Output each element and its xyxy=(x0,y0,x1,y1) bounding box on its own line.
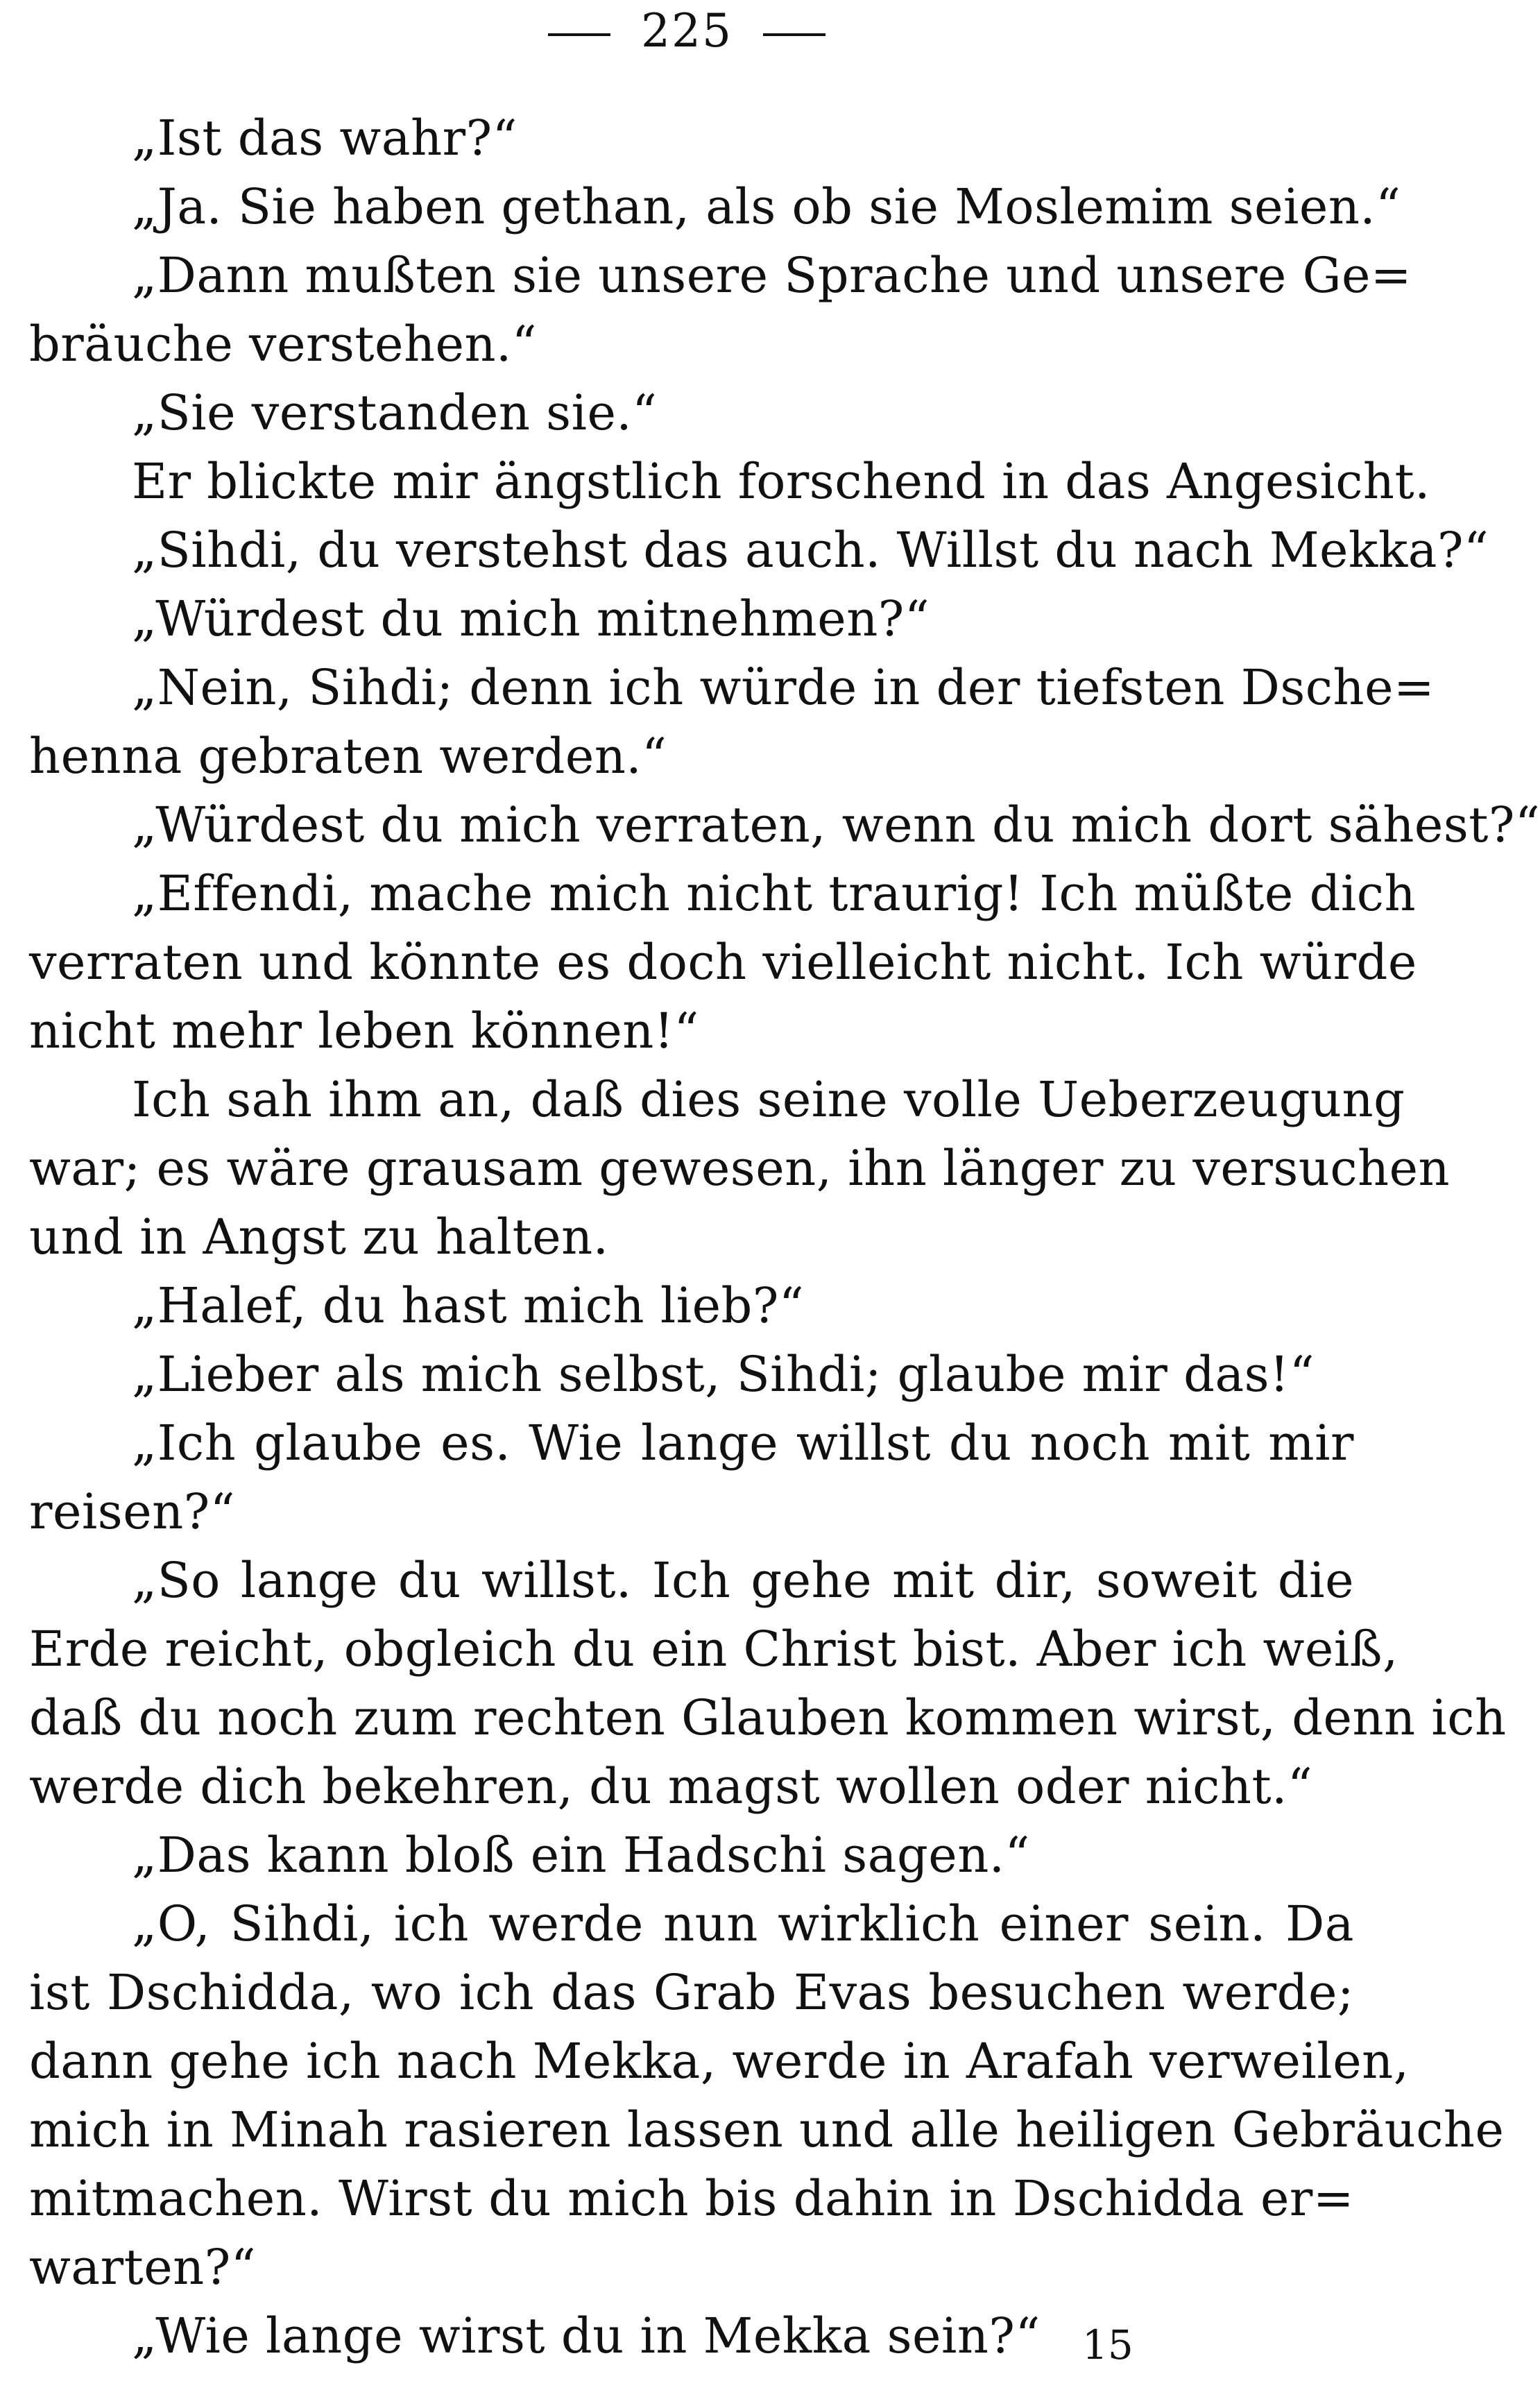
text-line: „Ja. Sie haben gethan, als ob sie Moslemim seien.“ xyxy=(132,178,1401,235)
text-line: warten?“ xyxy=(29,2239,257,2296)
text-line: verraten und könnte es doch vielleicht nicht. Ich würde xyxy=(29,934,1417,991)
text-line: reisen?“ xyxy=(29,1483,236,1540)
text-line: „So lange du willst. Ich gehe mit dir, soweit die xyxy=(132,1552,1354,1609)
text-line: nicht mehr leben können!“ xyxy=(29,1002,699,1059)
text-line: „Sihdi, du verstehst das auch. Willst du nach Mekka?“ xyxy=(132,522,1489,579)
text-line: daß du noch zum rechten Glauben kommen wirst, denn ich xyxy=(29,1689,1507,1746)
text-line: „Wie lange wirst du in Mekka sein?“ xyxy=(132,2307,1041,2364)
text-line: werde dich bekehren, du magst wollen oder nicht.“ xyxy=(29,1758,1313,1815)
body-text xyxy=(29,104,1540,2371)
page-number: 225 xyxy=(641,4,733,58)
text-line: „Dann mußten sie unsere Sprache und unsere Ge= xyxy=(132,247,1412,304)
text-line: „Ist das wahr?“ xyxy=(132,110,517,167)
text-line: „Würdest du mich verraten, wenn du mich dort sähest?“ xyxy=(132,796,1540,853)
text-line: „Lieber als mich selbst, Sihdi; glaube mir das!“ xyxy=(132,1346,1315,1403)
text-line: „Effendi, mache mich nicht traurig! Ich müßte dich xyxy=(132,865,1417,922)
header-dash-left xyxy=(548,33,610,36)
text-line: mich in Minah rasieren lassen und alle heiligen Gebräuche xyxy=(29,2101,1505,2158)
text-line: und in Angst zu halten. xyxy=(29,1209,609,1265)
text-line: „Ich glaube es. Wie lange willst du noch mit mir xyxy=(132,1415,1354,1471)
header-dash-right xyxy=(763,33,825,36)
page-header xyxy=(0,0,1374,62)
text-line: Ich sah ihm an, daß dies seine volle Ueberzeugung xyxy=(132,1071,1405,1128)
text-line: mitmachen. Wirst du mich bis dahin in Dschidda er= xyxy=(29,2170,1354,2227)
text-line: Erde reicht, obgleich du ein Christ bist. Aber ich weiß, xyxy=(29,1621,1398,1678)
text-line: „Nein, Sihdi; denn ich würde in der tiefsten Dsche= xyxy=(132,659,1435,716)
text-line: „Das kann bloß ein Hadschi sagen.“ xyxy=(132,1827,1030,1884)
text-line: „Sie verstanden sie.“ xyxy=(132,384,658,441)
text-line: „Halef, du hast mich lieb?“ xyxy=(132,1277,805,1334)
text-line: war; es wäre grausam gewesen, ihn länger zu versuchen xyxy=(29,1140,1451,1197)
signature-mark: 15 xyxy=(1082,2321,1133,2369)
text-line: henna gebraten werden.“ xyxy=(29,728,667,785)
text-line: ist Dschidda, wo ich das Grab Evas besuchen werde; xyxy=(29,1964,1354,2021)
text-line: bräuche verstehen.“ xyxy=(29,316,538,373)
text-line: „O, Sihdi, ich werde nun wirklich einer sein. Da xyxy=(132,1895,1354,1952)
text-line: „Würdest du mich mitnehmen?“ xyxy=(132,590,930,647)
text-line: dann gehe ich nach Mekka, werde in Arafah verweilen, xyxy=(29,2033,1410,2090)
text-line: Er blickte mir ängstlich forschend in das Angesicht. xyxy=(132,453,1430,510)
